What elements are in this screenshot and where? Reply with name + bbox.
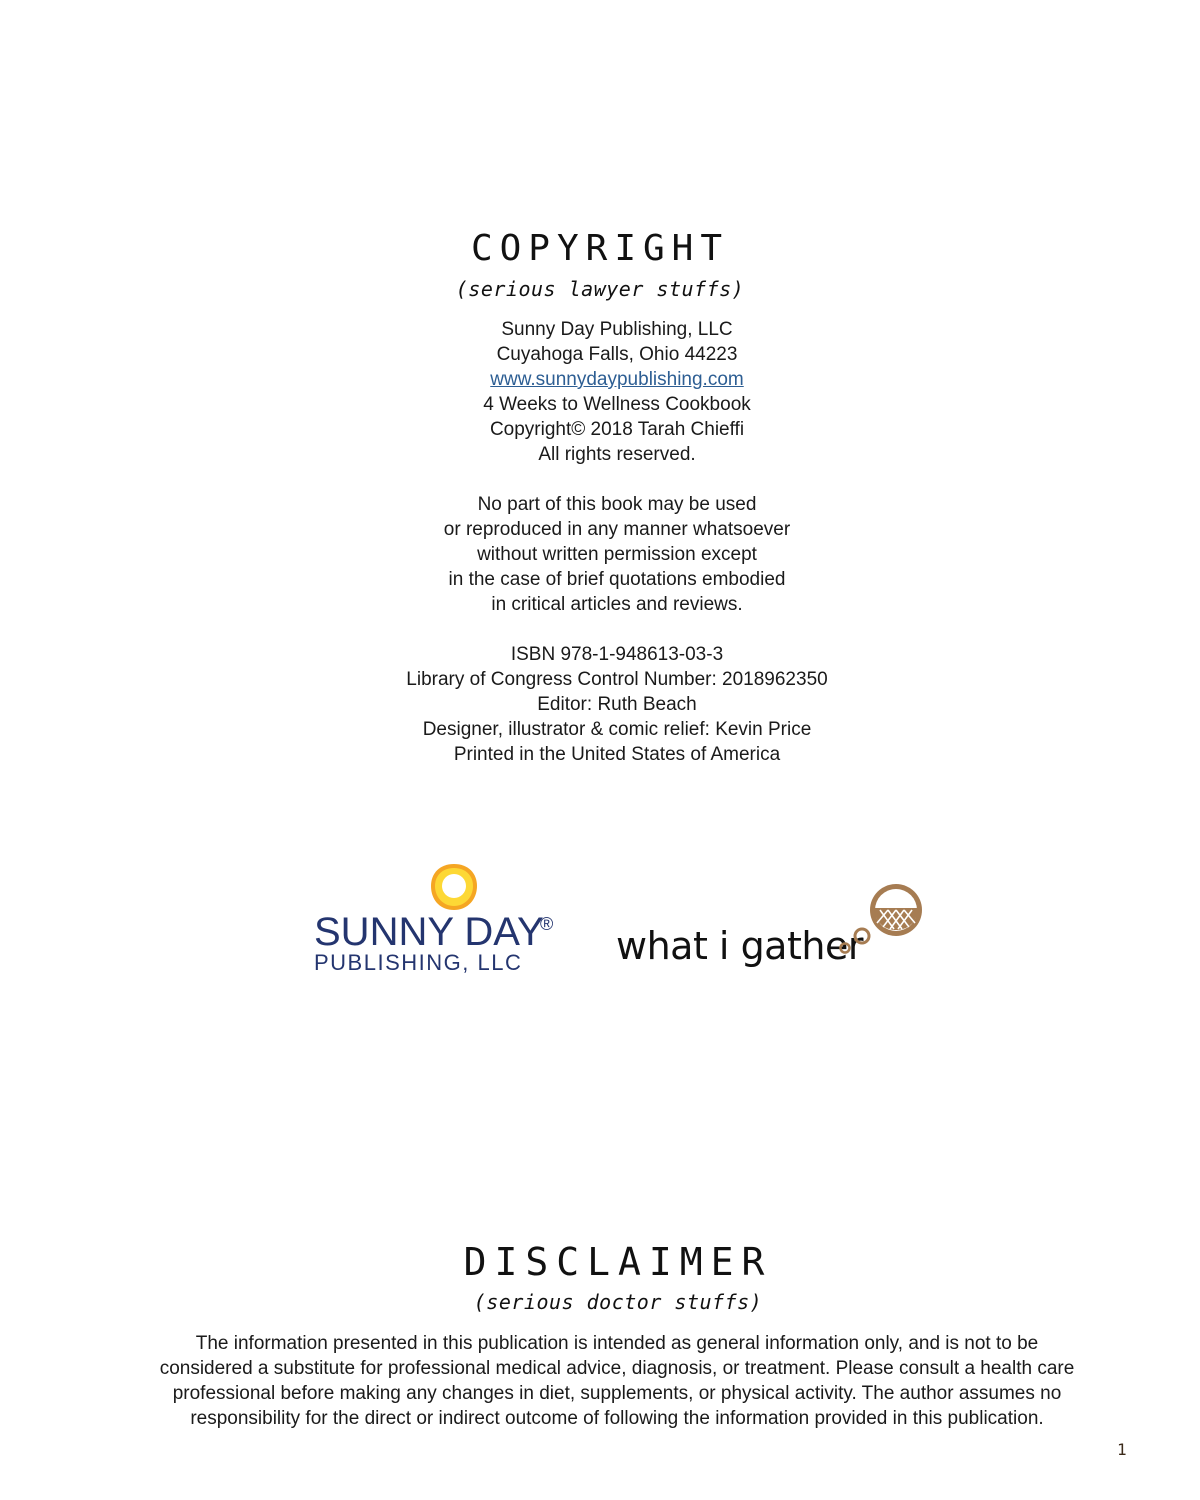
isbn: ISBN 978-1-948613-03-3 xyxy=(510,644,724,665)
publisher-name: Sunny Day Publishing, LLC xyxy=(501,319,733,340)
disclaimer-subheading: (serious doctor stuffs) xyxy=(473,1290,763,1314)
rights-reserved: All rights reserved. xyxy=(538,444,696,465)
registered-mark: ® xyxy=(540,914,554,934)
book-credits xyxy=(34,642,1200,767)
copyright-notice: Copyright© 2018 Tarah Chieffi xyxy=(489,419,745,440)
sunny-day-name: SUNNY DAY xyxy=(314,910,544,954)
sunny-day-publishing-logo xyxy=(312,862,562,982)
disclaimer-line: The information presented in this publication is intended as general information only, and is not to be xyxy=(195,1333,1039,1354)
rights-line: in critical articles and reviews. xyxy=(491,594,743,615)
publisher-info xyxy=(34,317,1200,467)
designer-credit: Designer, illustrator & comic relief: Kevin Price xyxy=(422,719,812,740)
rights-line: or reproduced in any manner whatsoever xyxy=(443,519,791,540)
copyright-subheading: (serious lawyer stuffs) xyxy=(455,277,745,301)
rights-statement xyxy=(34,492,1200,617)
sunny-day-subtitle: PUBLISHING, LLC xyxy=(314,950,523,975)
what-i-gather-name: what i gather xyxy=(616,924,863,968)
disclaimer-line: professional before making any changes in diet, supplements, or physical activity. The author assumes no xyxy=(172,1383,1062,1404)
rights-line: No part of this book may be used xyxy=(477,494,757,515)
rights-line: without written permission except xyxy=(477,544,757,565)
printed-in: Printed in the United States of America xyxy=(453,744,781,765)
what-i-gather-logo xyxy=(614,880,934,980)
page-number: 1 xyxy=(1117,1440,1127,1459)
disclaimer-heading: DISCLAIMER xyxy=(463,1240,773,1284)
disclaimer-line: responsibility for the direct or indirect outcome of following the information provided in this publication. xyxy=(190,1408,1044,1429)
publisher-address: Cuyahoga Falls, Ohio 44223 xyxy=(496,344,738,365)
disclaimer-line: considered a substitute for professional medical advice, diagnosis, or treatment. Please consult a health care xyxy=(159,1358,1075,1379)
disclaimer-body xyxy=(110,1331,1124,1431)
copyright-heading: COPYRIGHT xyxy=(470,228,730,269)
rights-line: in the case of brief quotations embodied xyxy=(448,569,786,590)
publisher-website-link[interactable]: www.sunnydaypublishing.com xyxy=(490,369,744,390)
basket-icon xyxy=(836,880,926,960)
sun-icon xyxy=(429,862,479,912)
book-title: 4 Weeks to Wellness Cookbook xyxy=(483,394,751,415)
lccn: Library of Congress Control Number: 2018962350 xyxy=(406,669,828,690)
editor-credit: Editor: Ruth Beach xyxy=(537,694,697,715)
